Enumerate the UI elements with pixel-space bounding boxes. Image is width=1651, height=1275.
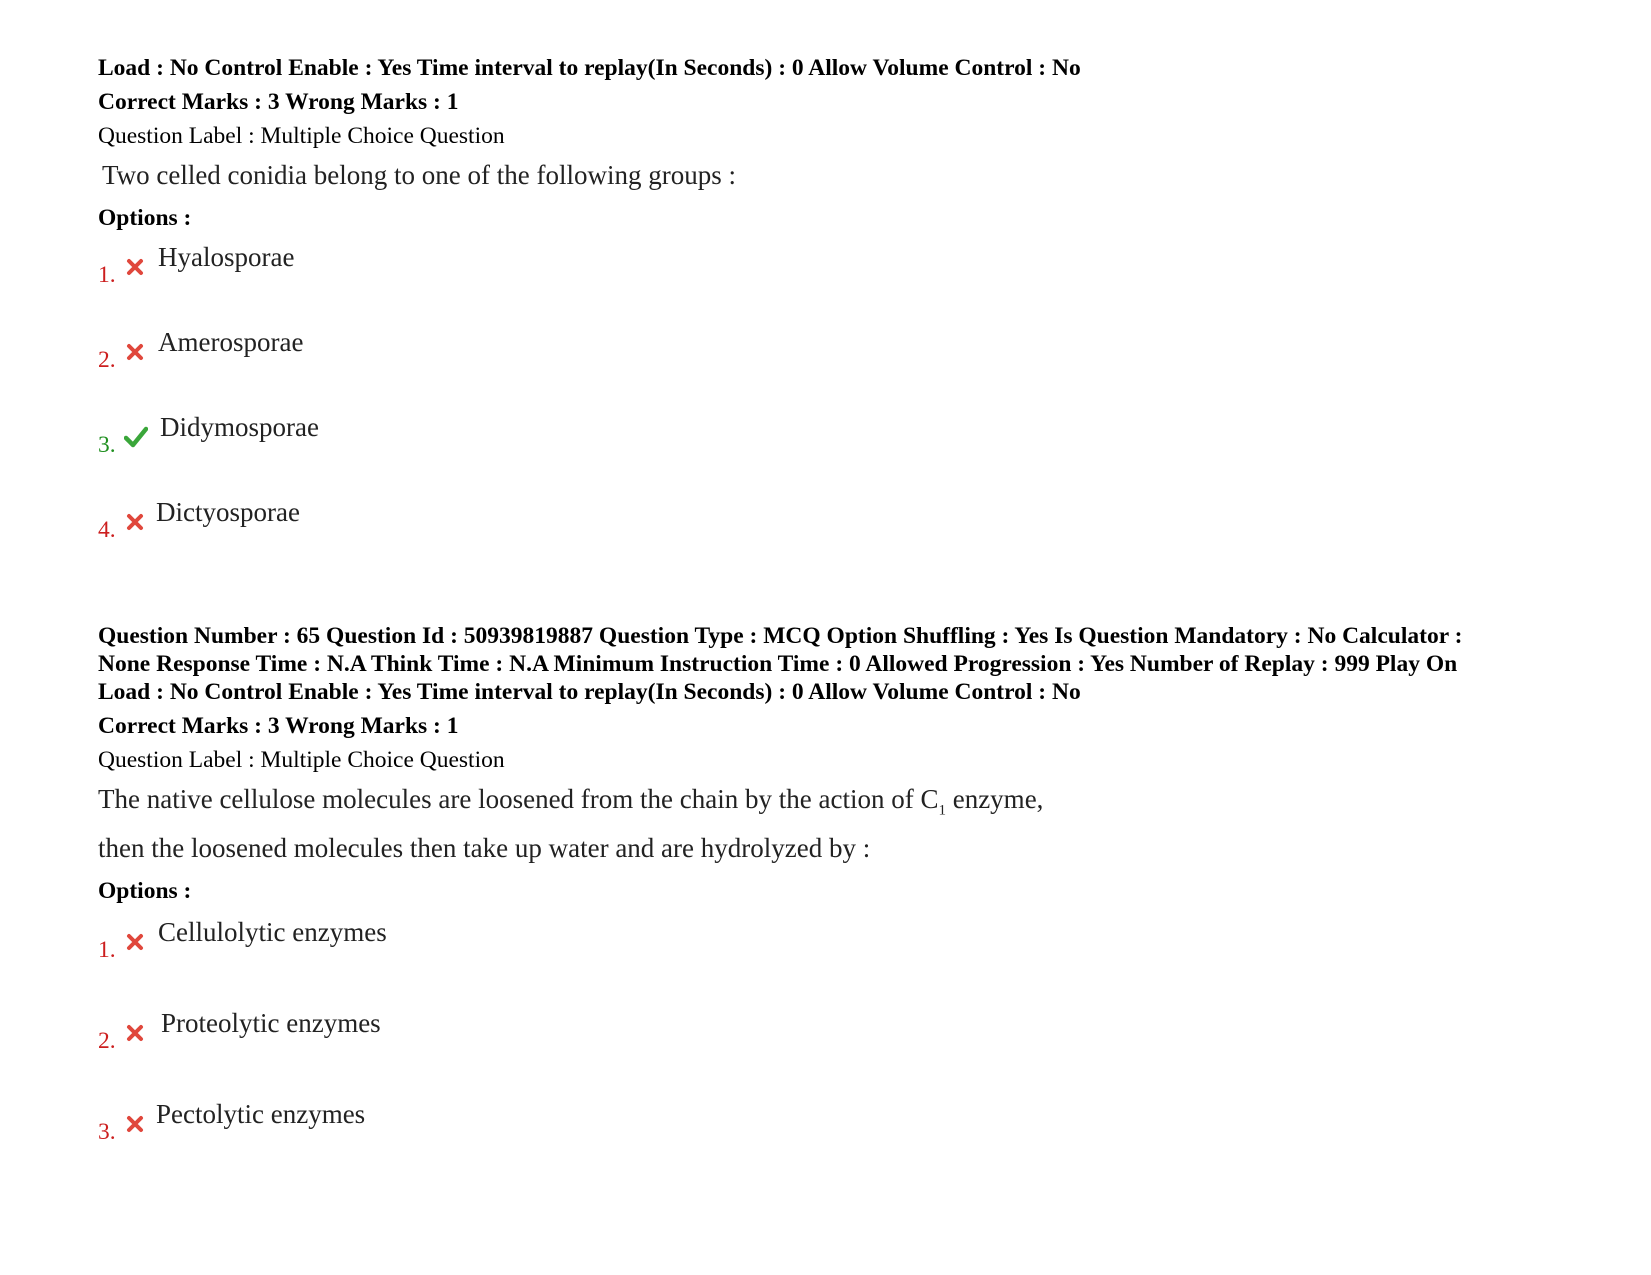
question-block-1 <box>98 54 1568 582</box>
option-text: Amerosporae <box>158 327 304 357</box>
option-item <box>98 242 1568 327</box>
question-meta-line-2: None Response Time : N.A Think Time : N.A Minimum Instruction Time : 0 Allowed Progression : Yes Number of Replay : 999 Play On <box>98 651 1458 677</box>
option-item <box>98 917 1568 1008</box>
option-text: Dictyosporae <box>156 497 300 527</box>
option-number: 2. <box>98 1028 116 1055</box>
options-heading: Options : <box>98 205 192 231</box>
question-marks: Correct Marks : 3 Wrong Marks : 1 <box>98 713 459 739</box>
question-block-65 <box>98 622 1568 1159</box>
option-item <box>98 1008 1568 1099</box>
question-text <box>98 780 1568 867</box>
question-text-part: The native cellulose molecules are loosened from the chain by the action of C <box>98 784 939 814</box>
option-number: 3. <box>98 432 116 458</box>
option-number: 2. <box>98 347 116 373</box>
option-item <box>98 1099 1568 1159</box>
cross-icon <box>126 513 144 531</box>
option-text: Didymosporae <box>160 412 319 442</box>
checkmark-icon <box>124 426 148 448</box>
option-number: 1. <box>98 262 116 288</box>
document-page <box>98 54 1568 1159</box>
question-label: Question Label : Multiple Choice Question <box>98 747 505 773</box>
question-text-part: then the loosened molecules then take up water and are hydrolyzed by : <box>98 833 871 864</box>
option-item <box>98 497 1568 582</box>
option-item <box>98 412 1568 497</box>
option-text: Hyalosporae <box>158 242 295 272</box>
option-text: Cellulolytic enzymes <box>158 917 387 948</box>
option-item <box>98 327 1568 412</box>
question-meta-line-3: Load : No Control Enable : Yes Time interval to replay(In Seconds) : 0 Allow Volume Control : No <box>98 679 1081 705</box>
question-text-part: enzyme, <box>945 784 1044 814</box>
cross-icon <box>126 343 144 361</box>
question-label: Question Label : Multiple Choice Question <box>98 123 505 149</box>
option-number: 3. <box>98 1119 116 1146</box>
cross-icon <box>126 1024 144 1042</box>
option-number: 1. <box>98 937 116 964</box>
options-heading: Options : <box>98 878 192 905</box>
option-text: Pectolytic enzymes <box>156 1099 366 1130</box>
option-number: 4. <box>98 517 116 543</box>
cross-icon <box>126 933 144 951</box>
question-meta: Load : No Control Enable : Yes Time interval to replay(In Seconds) : 0 Allow Volume Control : No <box>98 55 1081 81</box>
cross-icon <box>126 258 144 276</box>
option-text: Proteolytic enzymes <box>161 1008 381 1039</box>
question-marks: Correct Marks : 3 Wrong Marks : 1 <box>98 89 459 115</box>
question-meta-line-1: Question Number : 65 Question Id : 50939819887 Question Type : MCQ Option Shuffling : Yes Is Question Mandatory : No Calculator : <box>98 623 1463 649</box>
subscript: 1 <box>938 802 946 819</box>
cross-icon <box>126 1115 144 1133</box>
question-text: Two celled conidia belong to one of the following groups : <box>102 160 736 190</box>
